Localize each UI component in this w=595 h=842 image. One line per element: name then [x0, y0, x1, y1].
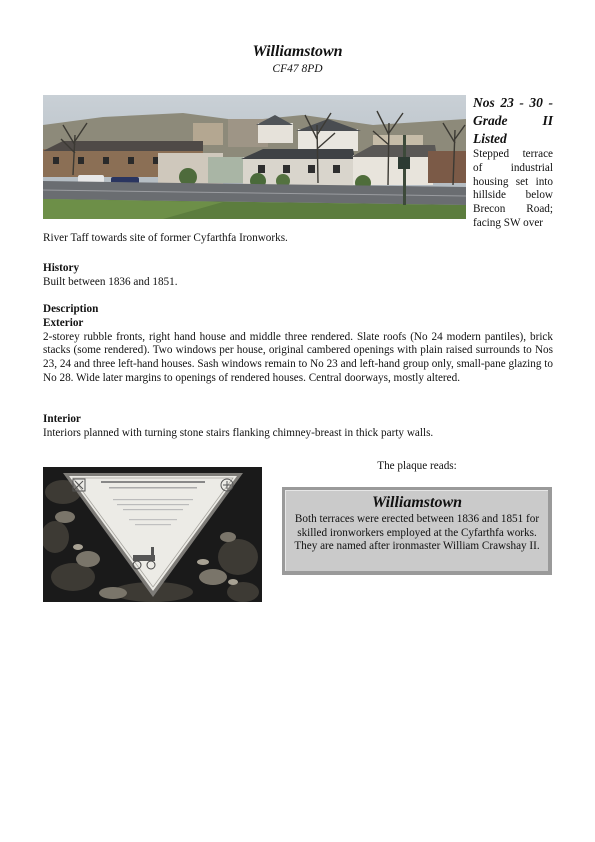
history-heading: History — [43, 262, 80, 274]
plaque-text: Both terraces were erected between 1836 and 1851 for skilled ironworkers employed at the Cyfarthfa works. They are named after ironmaster William Crawshay II. — [294, 513, 540, 552]
listing-summary: Stepped terrace of industrial housing set into hillside below Brecon Road; facing SW over — [473, 148, 553, 229]
terrace-photo — [43, 95, 466, 219]
exterior-text: 2-storey rubble fronts, right hand house and middle three rendered. Slate roofs (No 24 modern pantiles), brick stacks (some rendered). Two windows per house, original cambered openings with plain raised surrounds to Nos 23, 24 and three left-hand houses. Sash windows remain to No 23 and left-hand group only, small-pane glazing to No 28. Wide later margins to openings of rendered houses. Central doorways, mostly altered. — [43, 330, 553, 384]
exterior-heading: Exterior — [43, 316, 84, 329]
page-title: Williamstown — [252, 43, 343, 60]
history-section — [43, 262, 553, 290]
plaque-title: Williamstown — [371, 494, 463, 511]
listing-aside — [473, 94, 553, 231]
interior-section — [43, 413, 553, 441]
plaque-transcript-panel — [285, 490, 548, 571]
plaque-photo — [43, 467, 262, 602]
postcode: CF47 8PD — [272, 63, 323, 75]
listing-heading: Nos 23 - 30 - Grade II Listed — [473, 95, 553, 146]
interior-text: Interiors planned with turning stone stairs flanking chimney-breast in thick party walls. — [43, 426, 434, 439]
history-text: Built between 1836 and 1851. — [43, 275, 178, 288]
listing-summary-continued: River Taff towards site of former Cyfarthfa Ironworks. — [43, 232, 288, 244]
plaque-transcript-box — [282, 487, 552, 575]
interior-heading: Interior — [43, 413, 81, 425]
description-section — [43, 303, 553, 386]
plaque-intro: The plaque reads: — [377, 460, 457, 472]
description-heading: Description — [43, 303, 99, 315]
